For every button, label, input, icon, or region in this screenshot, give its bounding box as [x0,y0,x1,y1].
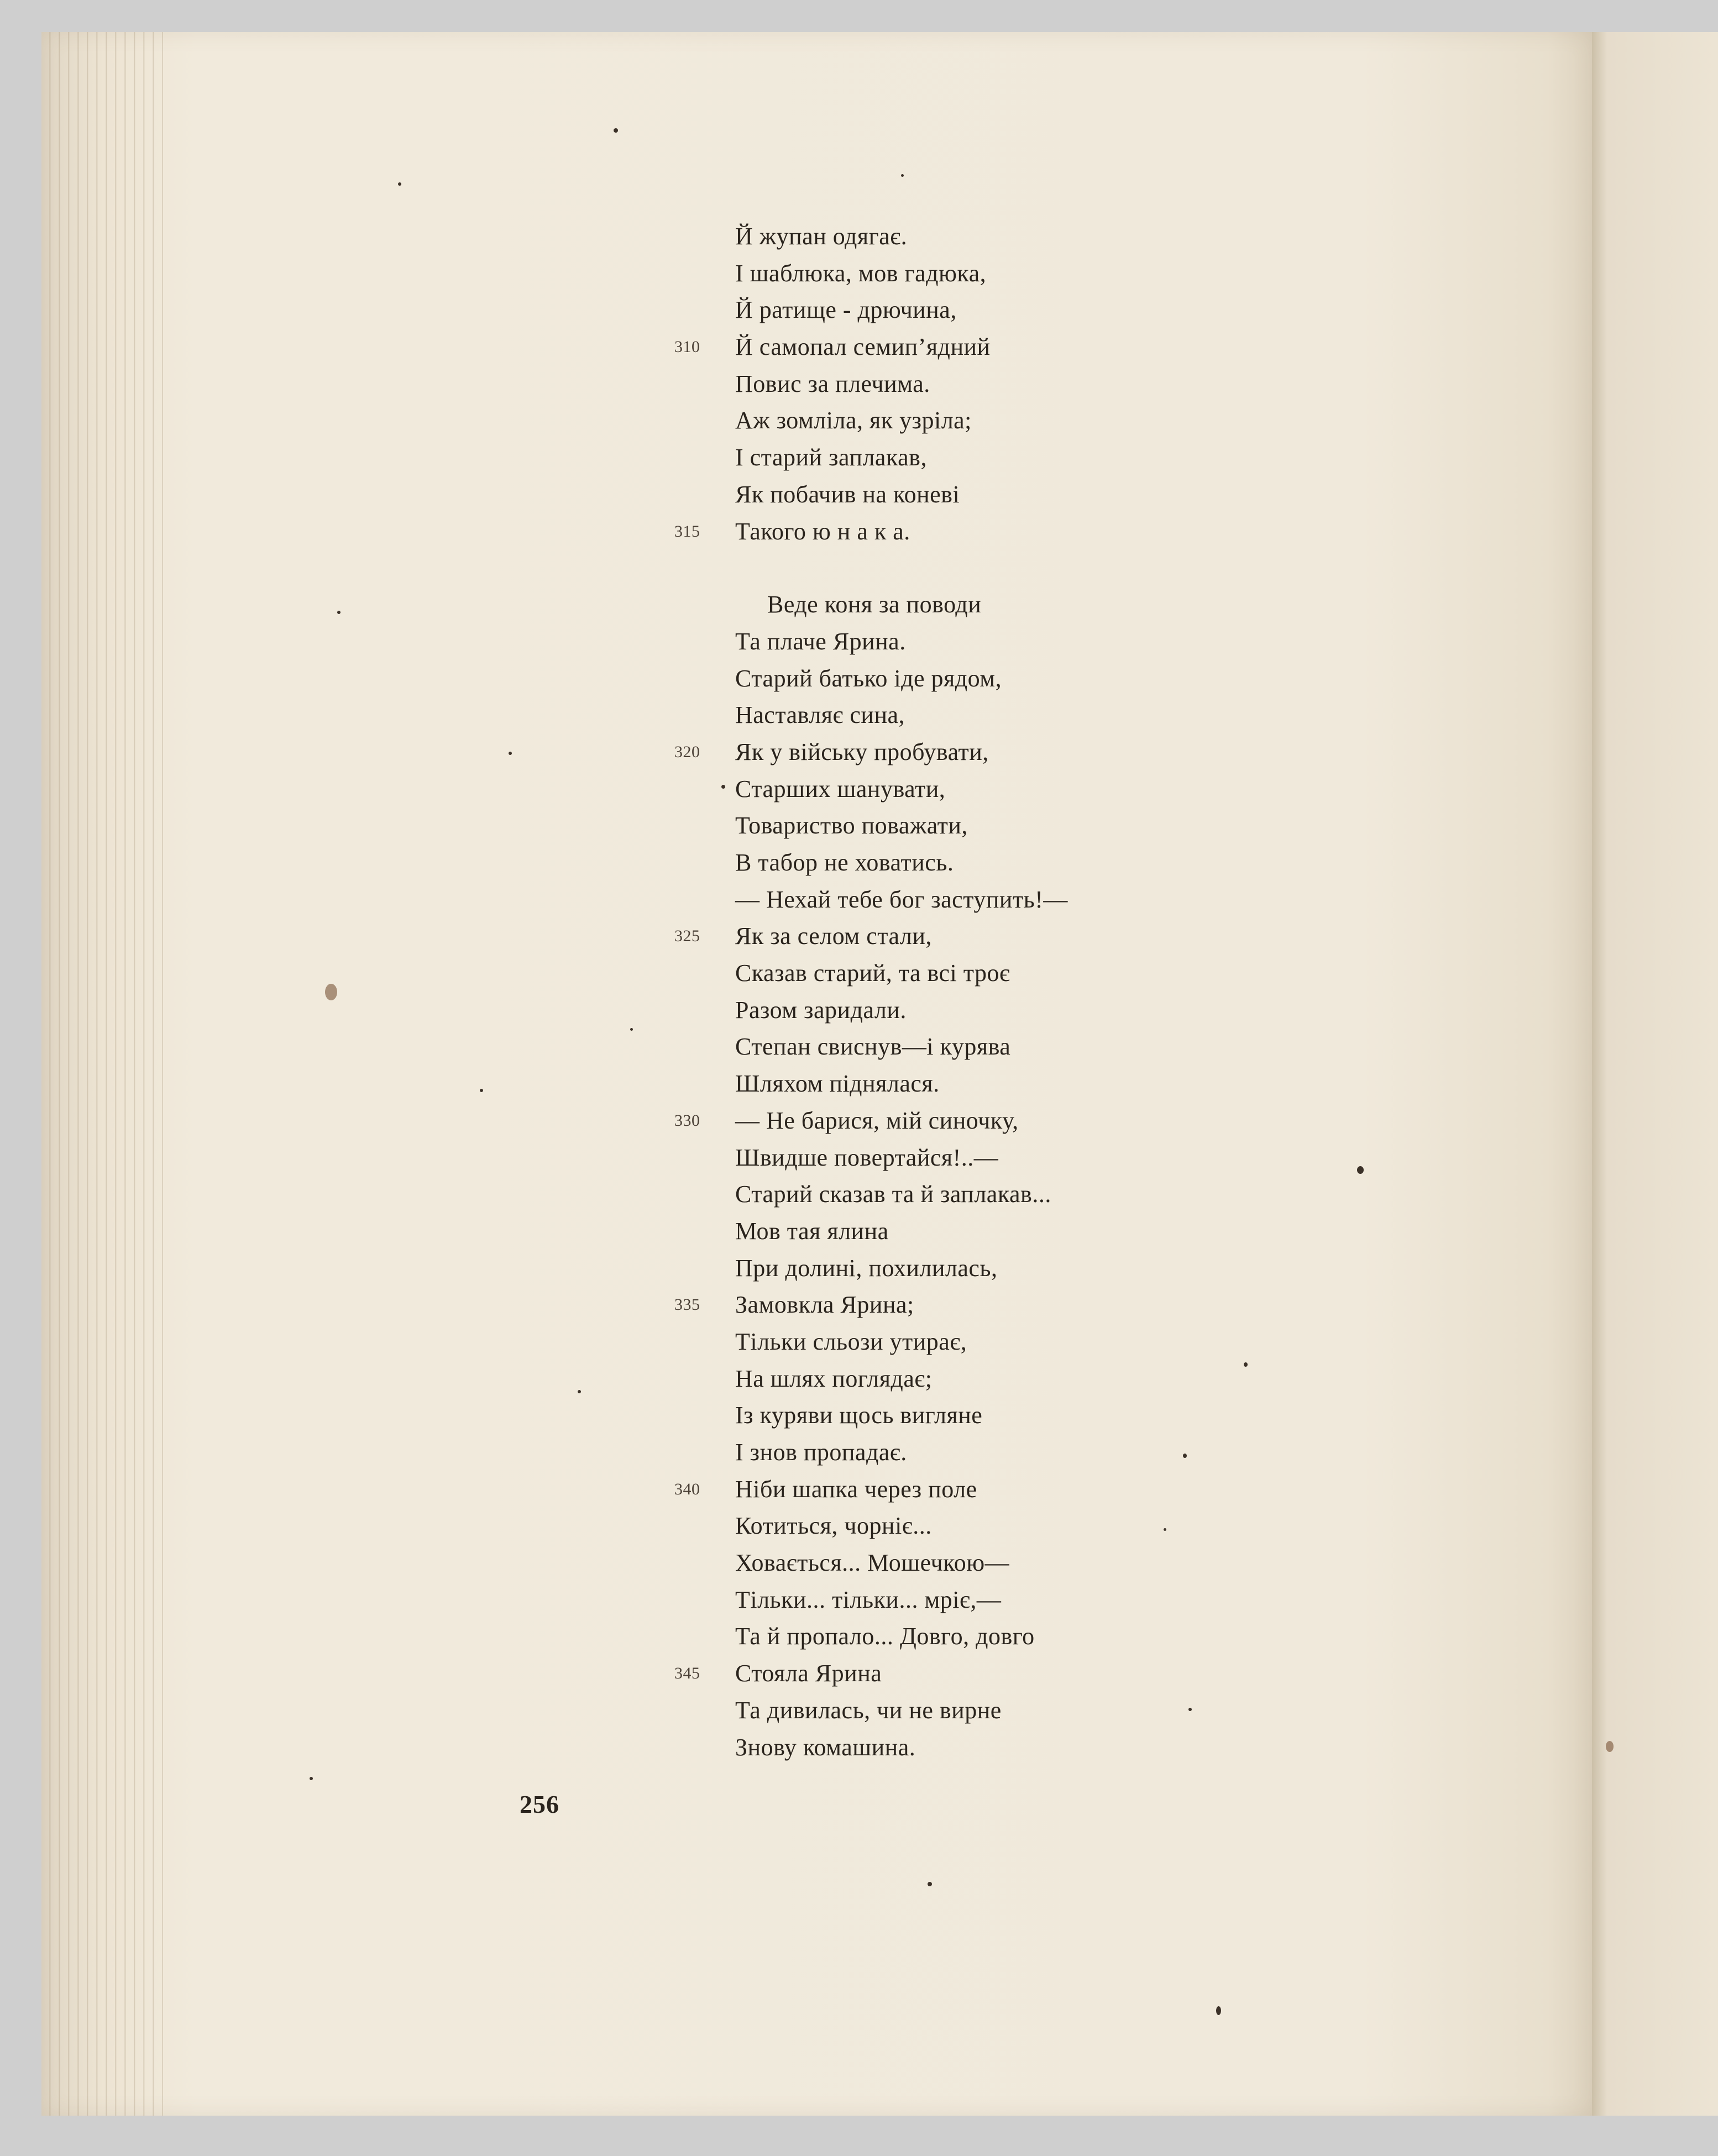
poem-line [735,1618,1288,1655]
line-text: Як за селом стали, [735,922,932,950]
poem-line [735,439,1288,476]
line-text: Котиться, чорніє... [735,1512,932,1540]
poem-line [735,844,1288,882]
poem-line [735,1582,1288,1619]
line-text: Старий батько іде рядом, [735,664,1002,692]
poem-line [735,1029,1288,1066]
poem-line [674,1287,1288,1324]
line-text: Старших шанувати, [735,775,946,802]
line-number: 315 [674,522,700,541]
line-text: При долині, похилилась, [735,1254,998,1282]
line-text: Із куряви щось вигляне [735,1402,983,1429]
line-text: Такого ю н а к а. [735,517,910,545]
line-text: — Нехай тебе бог заступить!— [735,885,1068,913]
line-text: Тільки... тільки... мріє,— [735,1586,1002,1613]
paper-speck [901,174,904,177]
poem-line [735,1729,1288,1766]
poem-line [735,771,1288,808]
line-text: Швидше повертайся!..— [735,1143,999,1171]
poem-line [735,882,1288,919]
line-text: Як побачив на коневі [735,480,960,508]
poem-line [735,476,1288,513]
paper-speck [480,1089,483,1092]
poem-line [674,1655,1288,1692]
paper-speck [928,1882,932,1886]
line-text: Шляхом піднялася. [735,1070,940,1098]
line-text: І шаблюка, мов гадюка, [735,259,987,287]
poem-line [735,992,1288,1029]
poem-line [735,1176,1288,1213]
line-number: 340 [674,1480,700,1498]
page-edges [41,32,163,2116]
poem-line [735,292,1288,329]
paper-speck [398,182,401,186]
line-text: В табор не ховатись. [735,849,954,876]
line-text: І старий заплакав, [735,444,927,471]
line-text: Наставляє сина, [735,701,905,729]
poem-line [735,1545,1288,1582]
line-text: Та й пропало... Довго, довго [735,1623,1035,1650]
line-text: Мов тая ялина [735,1217,889,1245]
line-number: 345 [674,1664,700,1683]
paper-speck [614,128,618,133]
line-text: І знов пропадає. [735,1439,907,1466]
poem-line [735,586,1288,623]
poem-line [735,1361,1288,1398]
line-text: Старий сказав та й заплакав... [735,1181,1051,1208]
line-text: Й ратище - дрючина, [735,296,957,324]
paper-speck [509,752,512,755]
poem-line [735,955,1288,992]
line-text: Знову комашина. [735,1733,916,1761]
line-text: Як у війську пробувати, [735,738,989,765]
poem-line [735,1066,1288,1103]
paper-speck [310,1777,313,1780]
line-text: — Не барися, мій синочку, [735,1106,1019,1134]
poem-line [735,1692,1288,1729]
line-text: Та дивилась, чи не вирне [735,1696,1002,1724]
line-text: Веде коня за поводи [767,591,982,618]
poem-text [674,218,1288,1766]
paper-speck [578,1390,581,1393]
poem-line [735,623,1288,660]
line-number: 310 [674,338,700,356]
line-text: Аж зомліла, як узріла; [735,407,972,434]
poem-line [735,1250,1288,1287]
line-text: Й самопал семип’ядний [735,333,991,361]
line-text: Ховається... Мошечкою— [735,1549,1010,1577]
poem-line [735,218,1288,255]
paper-stain [325,984,337,1000]
poem-line [735,1508,1288,1545]
paper-speck [630,1028,633,1031]
paper-speck [721,785,725,789]
line-text: Тільки сльози утирає, [735,1328,967,1355]
poem-line [735,1140,1288,1177]
poem-line [674,1103,1288,1140]
adjacent-page-edge [1592,32,1718,2116]
poem-line [735,1434,1288,1471]
poem-line [674,513,1288,550]
line-text: Та плаче Ярина. [735,627,906,655]
line-number: 330 [674,1111,700,1130]
line-number: 335 [674,1295,700,1314]
poem-line [735,697,1288,734]
poem-line [735,807,1288,844]
paper-speck [1357,1166,1364,1174]
line-text: На шлях поглядає; [735,1365,933,1392]
poem-line [735,1324,1288,1361]
line-number: 325 [674,927,700,946]
poem-line [674,918,1288,955]
poem-line [674,329,1288,366]
paper-speck [337,611,341,614]
poem-line [674,1471,1288,1508]
line-text: Стояла Ярина [735,1660,882,1687]
poem-line [735,255,1288,292]
poem-line [735,660,1288,697]
poem-line [735,1397,1288,1434]
paper-stain [1606,1741,1614,1752]
poem-line [674,734,1288,771]
poem-line [735,366,1288,403]
line-text: Разом заридали. [735,996,907,1024]
line-number: 320 [674,742,700,761]
line-text: Й жупан одягає. [735,223,908,250]
line-text: Товариство поважати, [735,812,968,840]
paper-speck [1216,2006,1221,2015]
line-text: Степан свиснув—і курява [735,1033,1011,1061]
line-text: Сказав старий, та всі троє [735,959,1010,987]
page-number: 256 [520,1790,559,1818]
line-text: Замовкла Ярина; [735,1291,914,1319]
poem-line [735,1213,1288,1250]
poem-line [735,402,1288,439]
line-text: Ніби шапка через поле [735,1475,977,1503]
line-text: Повис за плечима. [735,370,930,397]
